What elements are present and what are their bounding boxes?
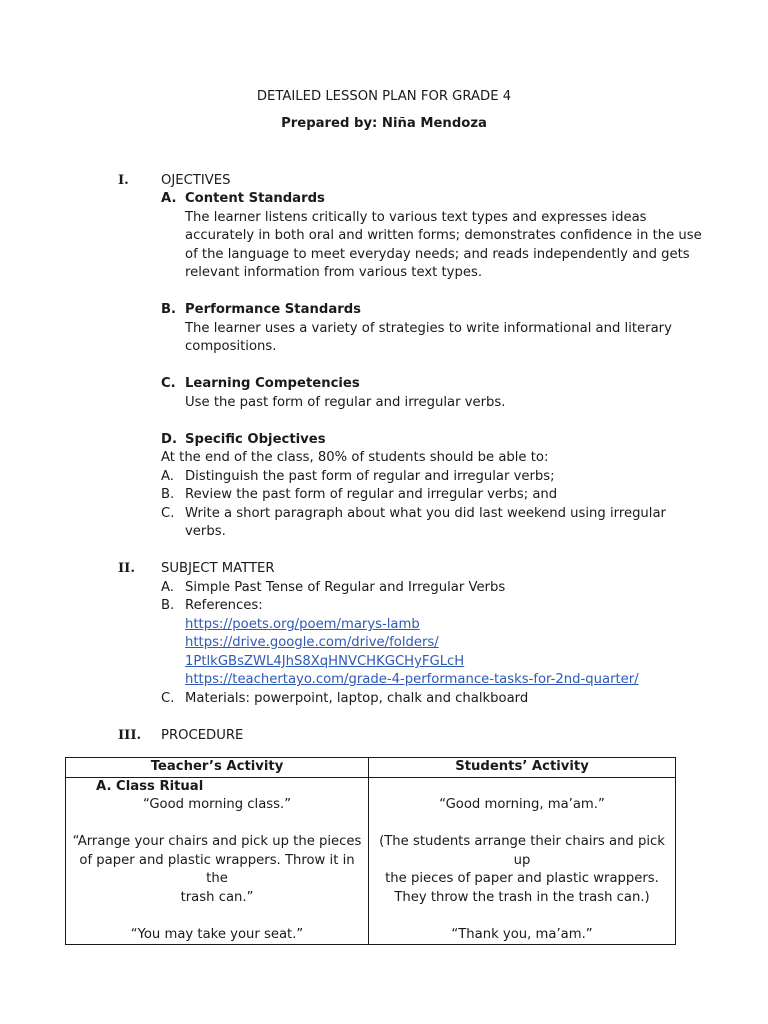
teacher-instruction-line: “Arrange your chairs and pick up the pieces [72, 834, 362, 849]
specific-objectives-label: D. [161, 432, 177, 447]
students-action-line: They throw the trash in the trash can.) [394, 889, 650, 905]
learning-competencies-line: Use the past form of regular and irregular verbs. [185, 395, 506, 410]
subject-matter-heading: SUBJECT MATTER [161, 561, 275, 576]
procedure-heading: PROCEDURE [161, 728, 244, 743]
content-standards-label: A. [161, 191, 177, 206]
specific-objectives-intro: At the end of the class, 80% of students should be able to: [161, 450, 549, 465]
prepared-by: Prepared by: Niña Mendoza [281, 116, 487, 131]
table-row [66, 777, 676, 945]
objective-item-text: Write a short paragraph about what you did last weekend using irregular [185, 506, 666, 521]
objective-item-label: B. [161, 487, 175, 502]
performance-standards-line: The learner uses a variety of strategies to write informational and literary [185, 321, 672, 336]
content-standards-line: accurately in both oral and written forms; demonstrates confidence in the use [185, 228, 702, 243]
procedure-table [65, 757, 676, 945]
table-header-row [66, 758, 676, 778]
objective-item-text: Distinguish the past form of regular and irregular verbs; [185, 469, 555, 484]
teacher-activity-cell [66, 777, 369, 945]
materials-text: Materials: powerpoint, laptop, chalk and chalkboard [185, 691, 529, 706]
section-numeral-procedure: III. [118, 728, 142, 743]
specific-objectives-heading: Specific Objectives [185, 432, 326, 447]
performance-standards-label: B. [161, 302, 177, 317]
performance-standards-line: compositions. [185, 339, 277, 354]
references-label: B. [161, 598, 175, 613]
learning-competencies-heading: Learning Competencies [185, 376, 360, 391]
teacher-greeting: “Good morning class.” [142, 797, 292, 812]
content-standards-line: The learner listens critically to various text types and expresses ideas [185, 210, 647, 225]
content-standards-line: relevant information from various text types. [185, 265, 483, 280]
document-title: DETAILED LESSON PLAN FOR GRADE 4 [256, 89, 512, 104]
content-standards-line: of the language to meet everyday needs; and reads independently and gets [185, 247, 690, 262]
students-activity-cell [369, 777, 676, 945]
objectives-heading: OJECTIVES [161, 173, 231, 188]
teacher-instruction-line: trash can.” [180, 889, 254, 905]
reference-link-drive-id[interactable]: 1PtlkGBsZWL4JhS8XqHNVCHKGCHyFGLcH [185, 654, 465, 669]
objective-item-label: A. [161, 469, 174, 484]
teacher-seat-line: “You may take your seat.” [130, 926, 304, 942]
learning-competencies-label: C. [161, 376, 176, 391]
students-activity-header: Students’ Activity [369, 758, 676, 778]
objective-item-continuation: verbs. [185, 524, 226, 539]
materials-label: C. [161, 691, 175, 706]
reference-link-teachertayo[interactable]: https://teachertayo.com/grade-4-performance-tasks-for-2nd-quarter/ [185, 672, 639, 687]
section-numeral-subject-matter: II. [118, 561, 135, 576]
objective-item-label: C. [161, 506, 175, 521]
section-numeral-objectives: I. [118, 173, 129, 188]
students-thanks-line: “Thank you, ma’am.” [451, 926, 593, 942]
students-greeting: “Good morning, ma’am.” [439, 797, 605, 812]
reference-link-drive[interactable]: https://drive.google.com/drive/folders/ [185, 635, 439, 650]
topic-text: Simple Past Tense of Regular and Irregular Verbs [185, 580, 506, 595]
reference-link-poets[interactable]: https://poets.org/poem/marys-lamb [185, 617, 420, 632]
students-action-line: the pieces of paper and plastic wrappers. [385, 871, 659, 886]
class-ritual-heading: A. Class Ritual [96, 778, 204, 794]
topic-label: A. [161, 580, 174, 595]
teacher-instruction-line: of paper and plastic wrappers. Throw it in the [79, 852, 355, 886]
students-action-line: (The students arrange their chairs and pick up [379, 834, 665, 868]
references-text: References: [185, 598, 263, 613]
teacher-activity-header: Teacher’s Activity [66, 758, 369, 778]
objective-item-text: Review the past form of regular and irregular verbs; and [185, 487, 558, 502]
performance-standards-heading: Performance Standards [185, 302, 362, 317]
content-standards-heading: Content Standards [185, 191, 325, 206]
